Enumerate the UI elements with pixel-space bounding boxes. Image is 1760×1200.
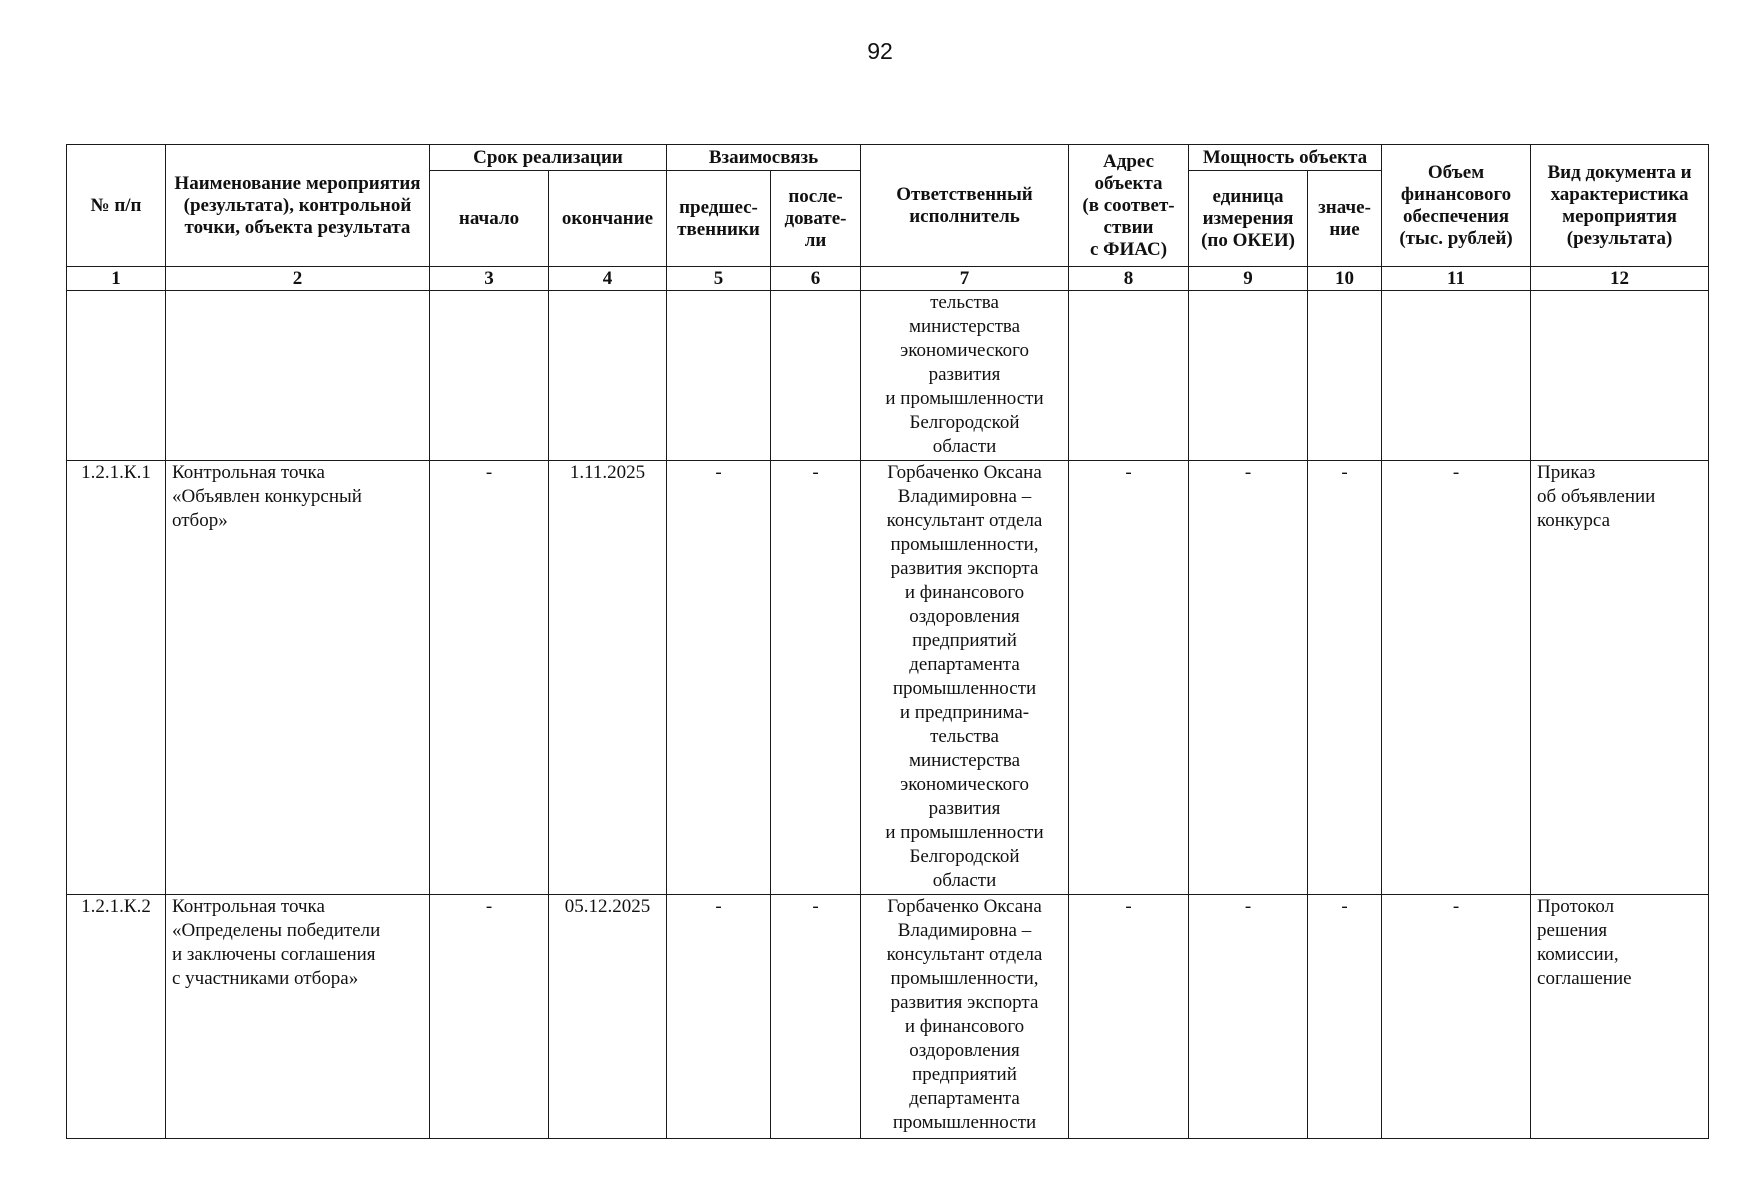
table-row	[67, 461, 1709, 895]
table-header	[67, 145, 1709, 291]
cell-address: -	[1069, 461, 1189, 895]
cell-value	[1308, 291, 1382, 461]
table-row	[67, 291, 1709, 461]
header-unit: единица измерения (по ОКЕИ)	[1189, 171, 1308, 267]
header-finance: Объем финансового обеспечения (тыс. рублей)	[1382, 145, 1531, 267]
cell-unit: -	[1189, 461, 1308, 895]
column-number: 4	[549, 267, 667, 291]
cell-successors	[771, 291, 861, 461]
header-num: № п/п	[67, 145, 166, 267]
cell-address: -	[1069, 895, 1189, 1139]
column-number: 11	[1382, 267, 1531, 291]
column-number: 5	[667, 267, 771, 291]
cell-responsible-text: Горбаченко Оксана Владимировна – консультант отдела промышленности, развития экспорта и финансового оздоровления предприятий департамента промышленности	[886, 896, 1043, 1133]
cell-num: 1.2.1.К.2	[67, 895, 166, 1139]
column-number: 1	[67, 267, 166, 291]
column-number: 9	[1189, 267, 1308, 291]
cell-predecessors: -	[667, 895, 771, 1139]
cell-unit	[1189, 291, 1308, 461]
cell-unit: -	[1189, 895, 1308, 1139]
cell-successors: -	[771, 895, 861, 1139]
cell-finance	[1382, 291, 1531, 461]
header-group-period: Срок реализации	[430, 145, 667, 171]
cell-end: 05.12.2025	[549, 895, 667, 1139]
cell-value: -	[1308, 461, 1382, 895]
header-start: начало	[430, 171, 549, 267]
header-doc: Вид документа и характеристика мероприятия (результата)	[1531, 145, 1709, 267]
cell-doc: Приказ об объявлении конкурса	[1531, 461, 1709, 895]
header-value: значе- ние	[1308, 171, 1382, 267]
header-successors: после- довате- ли	[771, 171, 861, 267]
cell-start: -	[430, 895, 549, 1139]
column-number: 2	[166, 267, 430, 291]
column-number: 3	[430, 267, 549, 291]
column-number: 12	[1531, 267, 1709, 291]
measures-table	[66, 144, 1709, 1139]
cell-name: Контрольная точка «Определены победители и заключены соглашения с участниками отбора»	[166, 895, 430, 1139]
cell-finance: -	[1382, 461, 1531, 895]
column-number: 7	[861, 267, 1069, 291]
column-numbers-row	[67, 267, 1709, 291]
cell-successors: -	[771, 461, 861, 895]
cell-name	[166, 291, 430, 461]
cell-predecessors: -	[667, 461, 771, 895]
table-row	[67, 895, 1709, 1139]
cell-num: 1.2.1.К.1	[67, 461, 166, 895]
column-number: 6	[771, 267, 861, 291]
header-group-capacity: Мощность объекта	[1189, 145, 1382, 171]
column-number: 10	[1308, 267, 1382, 291]
cell-responsible: Горбаченко Оксана Владимировна – консультант отдела промышленности, развития экспорта и финансового оздоровления предприятий департамента промышленности и предпринима- тельства министерства экономического развития и промышленности Белгородской области	[861, 461, 1069, 895]
cell-address	[1069, 291, 1189, 461]
cell-doc: Протокол решения комиссии, соглашение	[1531, 895, 1709, 1139]
header-address: Адрес объекта (в соответ- ствии с ФИАС)	[1069, 145, 1189, 267]
header-responsible: Ответственный исполнитель	[861, 145, 1069, 267]
cell-end: 1.11.2025	[549, 461, 667, 895]
cell-value: -	[1308, 895, 1382, 1139]
cell-responsible	[861, 895, 1069, 1139]
cell-responsible: тельства министерства экономического развития и промышленности Белгородской области	[861, 291, 1069, 461]
cell-end	[549, 291, 667, 461]
cell-doc	[1531, 291, 1709, 461]
header-name: Наименование мероприятия (результата), контрольной точки, объекта результата	[166, 145, 430, 267]
cell-finance: -	[1382, 895, 1531, 1139]
cell-predecessors	[667, 291, 771, 461]
cell-start	[430, 291, 549, 461]
header-group-relation: Взаимосвязь	[667, 145, 861, 171]
cell-name: Контрольная точка «Объявлен конкурсный отбор»	[166, 461, 430, 895]
page-number: 92	[867, 38, 893, 64]
cell-start: -	[430, 461, 549, 895]
column-number: 8	[1069, 267, 1189, 291]
cell-num	[67, 291, 166, 461]
header-end: окончание	[549, 171, 667, 267]
header-predecessors: предшес- твенники	[667, 171, 771, 267]
